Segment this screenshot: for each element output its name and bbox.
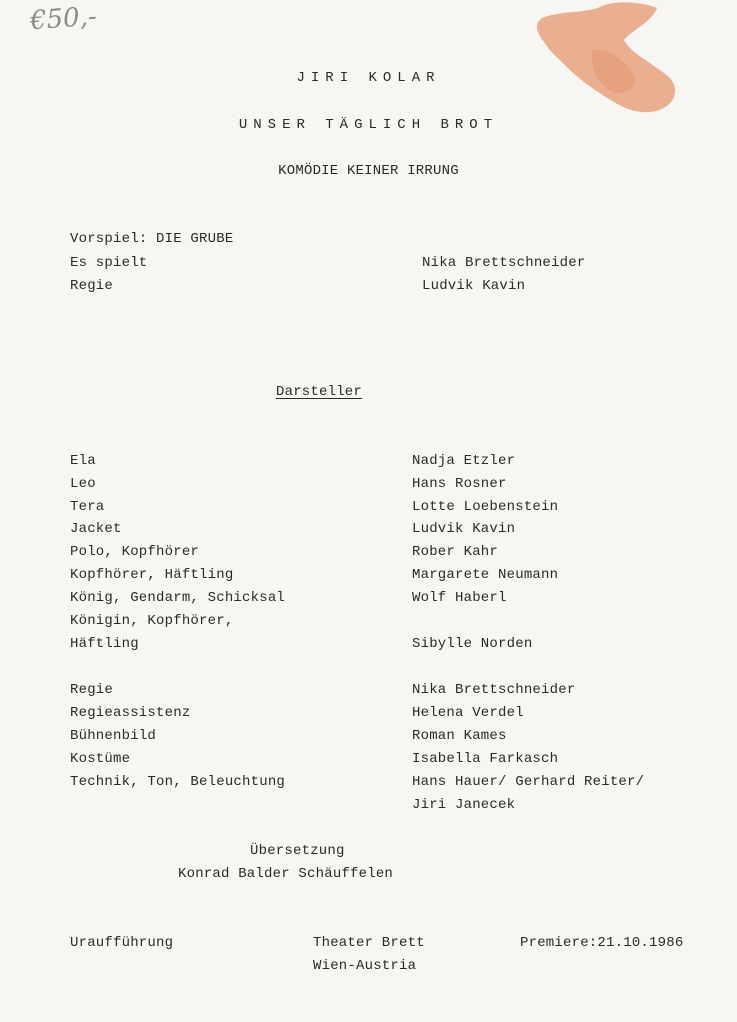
play-subtitle: KOMÖDIE KEINER IRRUNG — [278, 163, 459, 179]
crew-name: Roman Kames — [412, 728, 507, 744]
vorspiel-role: Es spielt — [70, 255, 148, 271]
stain-mark — [532, 0, 682, 120]
play-title: UNSER TÄGLICH BROT — [238, 117, 499, 133]
cast-name: Wolf Haberl — [412, 590, 507, 606]
cast-role: König, Gendarm, Schicksal — [70, 590, 286, 606]
premiere-label: Uraufführung — [70, 935, 174, 951]
vorspiel-name: Nika Brettschneider — [422, 255, 586, 271]
crew-role: Kostüme — [70, 751, 131, 767]
cast-role: Ela — [70, 453, 96, 469]
cast-name: Ludvik Kavin — [412, 521, 516, 537]
venue-location: Wien-Austria — [313, 958, 417, 974]
premiere-date: Premiere:21.10.1986 — [520, 935, 684, 951]
cast-name: Hans Rosner — [412, 476, 507, 492]
handwritten-price: €50,- — [29, 1, 98, 37]
cast-role: Tera — [70, 499, 105, 515]
vorspiel-heading: Vorspiel: DIE GRUBE — [70, 231, 234, 247]
cast-name: Lotte Loebenstein — [412, 499, 559, 515]
vorspiel-role: Regie — [70, 278, 114, 294]
cast-name: Margarete Neumann — [412, 567, 559, 583]
crew-role: Bühnenbild — [70, 728, 157, 744]
crew-role: Technik, Ton, Beleuchtung — [70, 774, 286, 790]
crew-role: Regie — [70, 682, 114, 698]
cast-role: Leo — [70, 476, 96, 492]
cast-role: Kopfhörer, Häftling — [70, 567, 234, 583]
translation-label: Übersetzung — [250, 843, 345, 859]
venue-name: Theater Brett — [313, 935, 425, 951]
crew-name: Isabella Farkasch — [412, 751, 559, 767]
crew-name: Helena Verdel — [412, 705, 524, 721]
cast-role: Königin, Kopfhörer, — [70, 613, 234, 629]
cast-role: Polo, Kopfhörer — [70, 544, 200, 560]
crew-name: Hans Hauer/ Gerhard Reiter/ — [412, 774, 645, 790]
cast-name: Sibylle Norden — [412, 636, 533, 652]
cast-heading: Darsteller — [276, 384, 363, 400]
crew-role: Regieassistenz — [70, 705, 191, 721]
cast-role: Jacket — [70, 521, 122, 537]
crew-name: Jiri Janecek — [412, 797, 516, 813]
vorspiel-name: Ludvik Kavin — [422, 278, 526, 294]
translator-name: Konrad Balder Schäuffelen — [178, 866, 394, 882]
author-name: JIRI KOLAR — [296, 70, 441, 86]
cast-name: Nadja Etzler — [412, 453, 516, 469]
cast-name: Rober Kahr — [412, 544, 499, 560]
cast-role: Häftling — [70, 636, 139, 652]
crew-name: Nika Brettschneider — [412, 682, 576, 698]
